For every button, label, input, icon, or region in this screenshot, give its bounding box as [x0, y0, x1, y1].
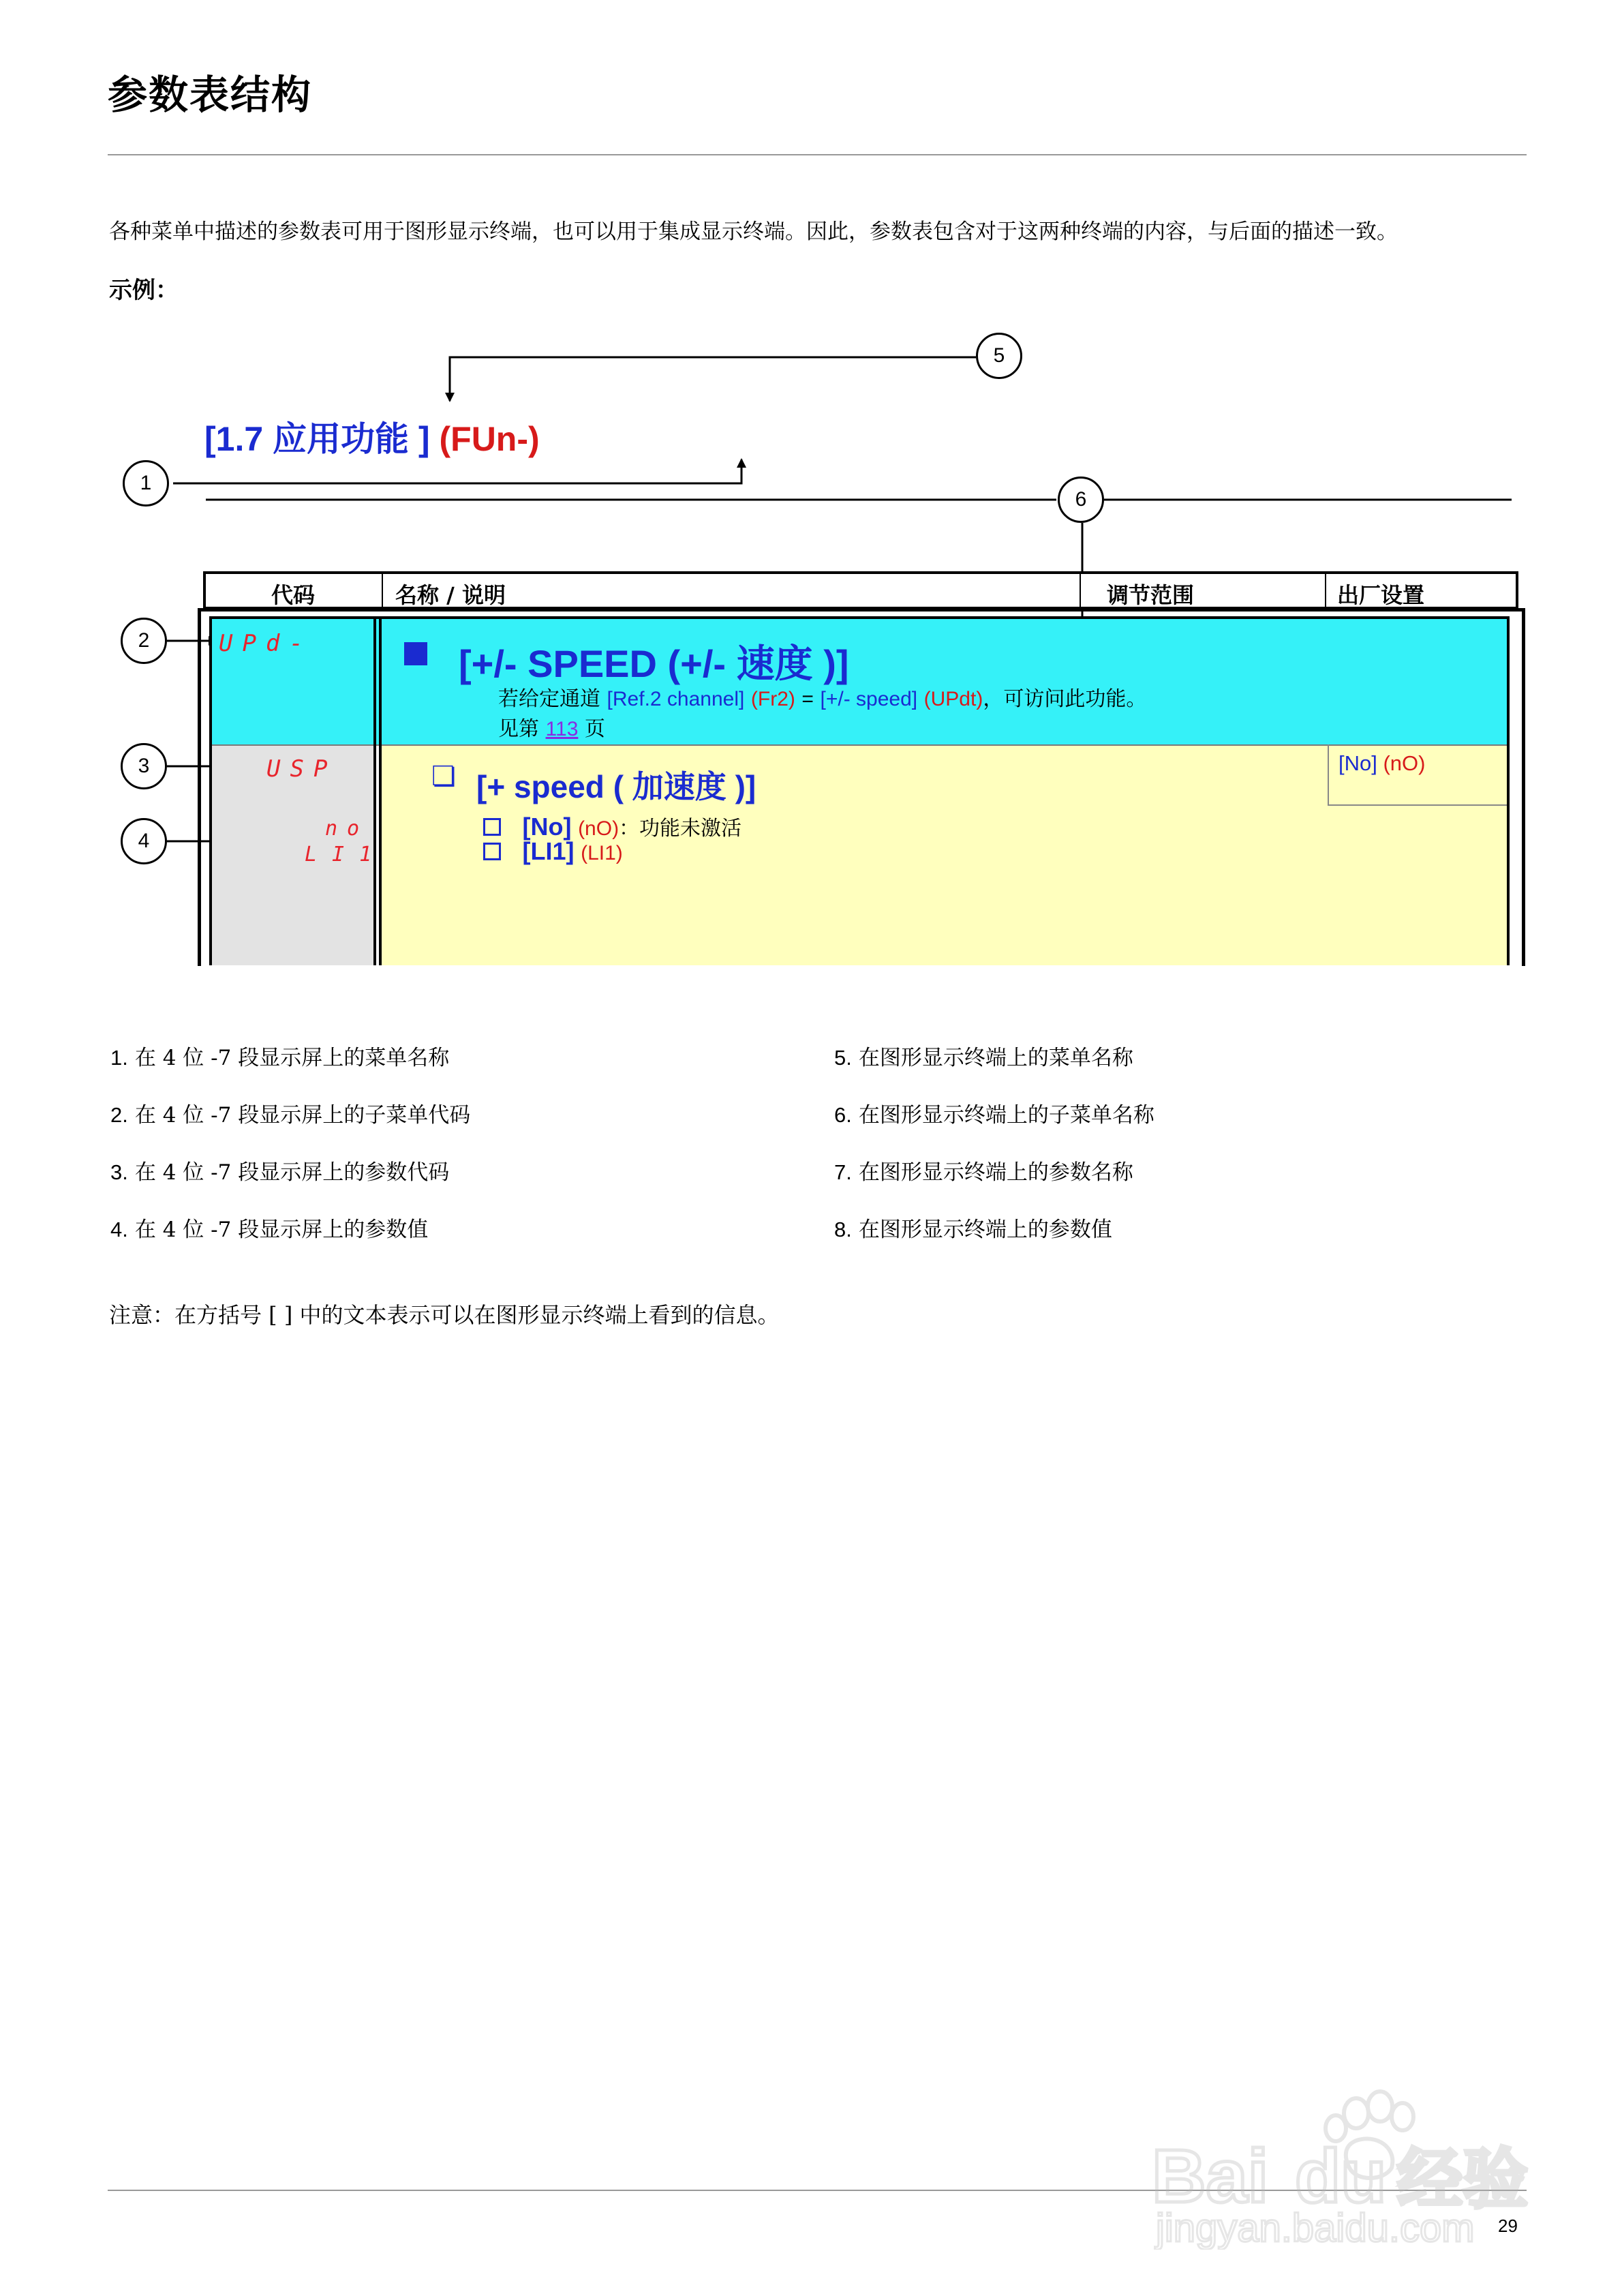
factory-setting-graphic: [No]: [1338, 751, 1377, 775]
table-header: [203, 571, 1518, 609]
callout-3: 3: [121, 743, 167, 789]
intro-paragraph: 各种菜单中描述的参数表可用于图形显示终端，也可以用于集成显示终端。因此，参数表包含对于这两种终端的内容，与后面的描述一致。: [109, 220, 1398, 244]
factory-setting-cell: [1328, 744, 1507, 806]
table-inner: [209, 616, 1510, 965]
svg-text:jingyan.baidu.com: jingyan.baidu.com: [1156, 2206, 1475, 2250]
row-divider: [212, 744, 1507, 746]
value-li1-abbr: (LI1): [581, 842, 623, 864]
submenu-square-icon: [404, 642, 427, 665]
header-divider-3: [1325, 574, 1326, 607]
value-no-abbr: (nO): [578, 817, 619, 840]
see-suffix: 页: [584, 717, 605, 741]
legend-item-3: 3. 在 4 位 -7 段显示屏上的参数代码: [110, 1160, 450, 1185]
value-box-icon: [483, 843, 501, 860]
code-col-divider-b: [379, 619, 382, 965]
factory-setting-value: [1338, 751, 1425, 776]
callout-2: 2: [121, 618, 167, 664]
legend-item-5: 5. 在图形显示终端上的菜单名称: [834, 1046, 1133, 1070]
submenu-code: UPd-: [219, 630, 313, 657]
legend-item-2: 2. 在 4 位 -7 段显示屏上的子菜单代码: [110, 1103, 471, 1128]
desc-prefix: 若给定通道: [498, 687, 600, 711]
header-factory: 出厂设置: [1337, 582, 1425, 608]
menu-title-code: (FUn-): [439, 420, 540, 458]
header-code: 代码: [271, 582, 316, 608]
submenu-title: [+/- SPEED (+/- 速度 )]: [459, 642, 849, 685]
desc-eq: =: [801, 688, 814, 710]
value-no-desc: ：功能未激活: [619, 817, 742, 841]
desc-fr2: (Fr2): [750, 688, 795, 710]
header-range: 调节范围: [1107, 582, 1195, 608]
callout-1: 1: [123, 460, 169, 507]
value-no-name: [No]: [522, 813, 572, 841]
param-value-li1: [483, 837, 623, 866]
header-name: 名称 / 说明: [395, 582, 506, 608]
value-li1-name: [LI1]: [522, 837, 575, 865]
legend-item-6: 6. 在图形显示终端上的子菜单名称: [834, 1103, 1154, 1128]
param-title: [+ speed ( 加速度 )]: [476, 769, 756, 804]
header-divider-2: [1080, 574, 1081, 607]
param-value-code-no: no: [325, 817, 369, 841]
callout-4: 4: [121, 818, 167, 864]
legend-item-4: 4. 在 4 位 -7 段显示屏上的参数值: [110, 1218, 429, 1242]
submenu-description: [498, 682, 1146, 712]
callout-5: 5: [976, 333, 1022, 379]
legend-item-8: 8. 在图形显示终端上的参数值: [834, 1218, 1112, 1242]
param-code: USP: [266, 755, 337, 783]
legend-item-1: 1. 在 4 位 -7 段显示屏上的菜单名称: [110, 1046, 450, 1070]
desc-updt: (UPdt): [923, 688, 983, 710]
page-title: 参数表结构: [108, 72, 313, 118]
factory-setting-code: (nO): [1383, 751, 1426, 775]
code-col-divider-a: [373, 619, 376, 965]
callout-6: 6: [1058, 477, 1104, 523]
svg-text:du: du: [1295, 2134, 1387, 2218]
menu-title: [204, 412, 540, 461]
baidu-watermark-logo: [1152, 2086, 1533, 2250]
page-number: 29: [1498, 2216, 1518, 2236]
legend-item-7: 7. 在图形显示终端上的参数名称: [834, 1160, 1133, 1185]
param-value-code-li1: LI1: [305, 843, 387, 866]
example-label: 示例：: [109, 277, 179, 304]
desc-speed: [+/- speed]: [820, 688, 918, 710]
desc-ref-channel: [Ref.2 channel]: [607, 688, 745, 710]
see-prefix: 见第: [498, 717, 539, 741]
menu-title-graphic: [1.7 应用功能 ]: [204, 420, 430, 458]
see-page-link[interactable]: 113: [545, 718, 579, 740]
submenu-see-page: [498, 712, 605, 742]
svg-text:Bai: Bai: [1152, 2134, 1269, 2218]
param-checkbox-icon: ❏: [431, 761, 456, 791]
desc-suffix: ，可访问此功能。: [983, 687, 1147, 711]
paw-icon: [1152, 2086, 1533, 2250]
value-box-icon: [483, 818, 501, 836]
header-divider-1: [382, 574, 383, 607]
svg-text:经验: 经验: [1397, 2141, 1528, 2218]
note: 注意：在方括号 [ ] 中的文本表示可以在图形显示终端上看到的信息。: [109, 1302, 780, 1328]
